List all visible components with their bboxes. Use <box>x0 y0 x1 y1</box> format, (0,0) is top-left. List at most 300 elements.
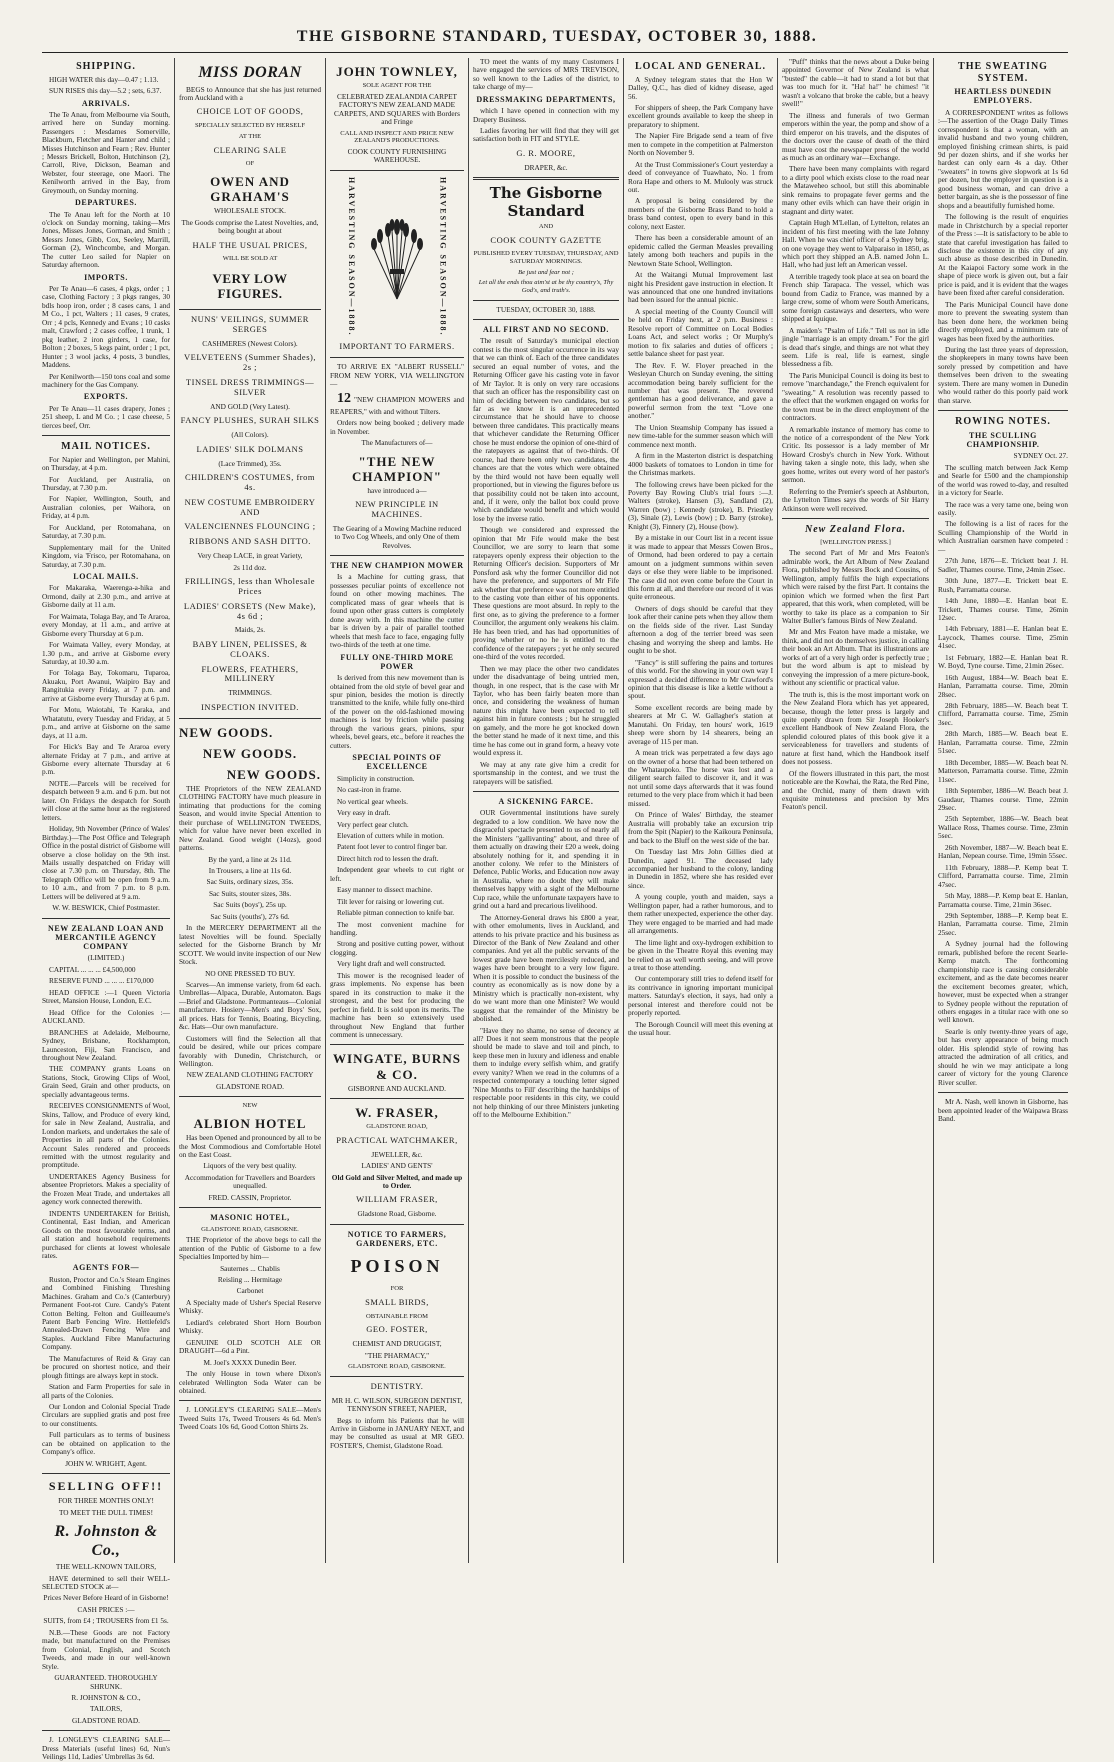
point: Independent gear wheels to cut right or left. <box>330 865 464 883</box>
ladies-corsets: LADIES' CORSETS (New Make), 4s 6d ; <box>183 600 317 621</box>
sole-agent: SOLE AGENT FOR THE <box>362 82 432 90</box>
by-yard: By the yard, a line at 2s 11d. <box>208 854 292 864</box>
race-entry: 18th December, 1885—W. Beach beat N. Matterson, Parramatta course. Time, 22min 11sec. <box>938 757 1068 784</box>
column-shipping <box>42 58 170 1762</box>
capital: CAPITAL ... ... ... £4,500,000 <box>49 964 136 974</box>
masthead: THE GISBORNE STANDARD, TUESDAY, OCTOBER 30, 1888. <box>296 28 818 45</box>
race-entry: 1st February, 1882—E. Hanlan beat R. W. Boyd, Tyne course. Time, 21min 26sec. <box>938 652 1068 671</box>
lace-price: 2s 11d doz. <box>233 562 267 572</box>
important-to-farmers: IMPORTANT TO FARMERS. <box>339 341 455 352</box>
sac-suits: Sac Suits, stouter sizes, 38s. <box>208 888 292 898</box>
valenciennes: VALENCIENNES FLOUNCING ; <box>184 521 316 532</box>
indents: INDENTS UNDERTAKEN for British, Continental, East Indian, and American Goods on the most favourable terms, and all station and household requirements purchased for clients at lowest wholesale rates. <box>42 1208 170 1260</box>
ladies-gents: LADIES' AND GENTS' <box>361 1161 433 1171</box>
news-item: A remarkable instance of memory has come to the notice of a correspondent of the New York Critic. Its possessor is a lady member of Mr Howard Crosby's church in New York. Without having taken a single note, this lady, when she goes home, writes out every word of her pastor's sermon. <box>782 424 929 485</box>
baby-linen: BABY LINEN, PELISSES, & CLOAKS. <box>192 638 308 659</box>
sweating-heading: THE SWEATING SYSTEM. <box>958 61 1048 84</box>
wilson-dentist: MR H. C. WILSON, SURGEON DENTIST, TENNYSON STREET, NAPIER, <box>331 1395 463 1414</box>
lediard: Lediard's celebrated Short Horn Bourbon Whisky. <box>179 1317 321 1336</box>
nash-notice: Mr A. Nash, well known in Gisborne, has been appointed leader of the Waipawa Brass Band. <box>938 1097 1068 1123</box>
column-miss-doran <box>179 58 321 1563</box>
masonic-address: GLADSTONE ROAD, GISBORNE. <box>201 1225 299 1233</box>
news-item: A maiden's "Psalm of Life." Tell us not in idle jingle "marriage is an empty dream." For the girl is dead that's single, and things are not what they seem. Life is real, life is earnest, single blessedness a fib. <box>782 325 929 369</box>
wellington-press: [WELLINGTON PRESS.] <box>820 538 891 546</box>
news-item: At the Trust Commissioner's Court yesterday a deed of conveyance of Tuawhato, No. 1 from Rora Hape and others to M. Mulooly was struck out. <box>628 159 773 195</box>
point: Simplicity in construction. <box>337 773 415 783</box>
reserve-fund: RESERVE FUND ... ... ... £170,000 <box>49 976 154 986</box>
orders-now: Orders now being booked ; delivery made in November. <box>330 418 464 436</box>
news-item: A firm in the Masterton district is despatching 4000 baskets of tomatoes to London in time for the Christmas markets. <box>628 451 773 478</box>
race-entry: 25th September, 1886—W. Beach beat Wallace Ross, Thames course. Time, 23min 5sec. <box>938 814 1068 841</box>
column-rule <box>174 58 175 1563</box>
johnston-name: R. Johnston & Co., <box>54 1523 158 1559</box>
clothing-gladstone: GLADSTONE ROAD. <box>216 1081 284 1091</box>
will-be-sold: WILL BE SOLD AT <box>222 255 278 263</box>
nb-notice: N.B.—These Goods are not Factory made, but manufactured on the Premises from Colonial, English, and Scotch Tweeds, and made in our well-known Style. <box>42 1627 170 1671</box>
local-mail: For Waimata, Tolaga Bay, and Te Araroa, every Monday, at 11 a.m., and arrive at Gisborne every Thursday at 6 p.m. <box>42 611 170 638</box>
new-goods-2: NEW GOODS. <box>202 745 298 761</box>
point: Tilt lever for raising or lowering cut. <box>337 896 444 906</box>
frillings: FRILLINGS, less than Wholesale Prices <box>184 576 316 596</box>
sweating-paragraph: The Paris Municipal Council have done more to prevent the sweating system than has been done here, the workmen being directly employed, and a minimum rate of wages has been fixed by the authorities. <box>938 299 1068 343</box>
tailors: THE WELL-KNOWN TAILORS, <box>55 1562 157 1572</box>
sun-times: SUN RISES this day—5.2 ; sets, 6.37. <box>49 86 162 96</box>
moore-signature: G. R. MOORE, <box>516 147 576 158</box>
nz-flora-heading: New Zealand Flora. <box>804 524 907 536</box>
william-fraser: WILLIAM FRASER, <box>356 1194 438 1205</box>
mail-notice: For Napier, Wellington, South, and Australian colonies, per Waihora, on Friday, at 4 p.m. <box>42 494 170 521</box>
shipping-heading: SHIPPING. <box>76 61 136 72</box>
sydney-dateline: SYDNEY Oct. 27. <box>1013 451 1068 461</box>
agents-heading: AGENTS FOR— <box>72 1263 140 1273</box>
for: FOR <box>390 1285 404 1293</box>
mail-notice: For Napier and Wellington, per Mahini, on Thursday, at 4 p.m. <box>42 454 170 473</box>
very-low-figures: VERY LOW FIGURES. <box>212 271 288 302</box>
news-item: Referring to the Premier's speech at Ashburton, the Lyttelton Times says the words of Sir Harry Atkinson were well received. <box>782 486 929 513</box>
article-paragraph: We may at any rate give him a credit for sportsmanship in the contest, and we trust the ratepayers will be satisfied. <box>473 759 619 786</box>
news-item: Captain Hugh M'Lellan, of Lyttelton, relates an incident of his first meeting with the late Johnny Hall. When he was chief officer of a Sydney brig, on one voyage they went to Valparaiso in 1850, as which port they shipped an A.B. named John L. Hall, who had just left an American vessel. <box>782 218 929 270</box>
news-item: Owners of dogs should be careful that they look after their canine pets when they allow them on the fields side of the river. Last Sunday afternoon a dog of the terrier breed was seen chasing and worrying the sheep and lambs. He ought to be shot. <box>628 603 773 656</box>
sac-suits: Sac Suits (boys'), 25s up. <box>213 900 287 910</box>
imports-heading: IMPORTS. <box>84 272 128 282</box>
arrive-ex: TO ARRIVE EX "ALBERT RUSSELL" FROM NEW YORK, VIA WELLINGTON— <box>330 362 464 389</box>
tinsel-trimmings: TINSEL DRESS TRIMMINGS—SILVER <box>185 377 315 398</box>
high-water: HIGH WATER this day—0.47 ; 1.13. <box>49 74 159 84</box>
news-item: The illness and funerals of two German emperors within the year, the pomp and show of a third emperor on his travels, and the disputes of the doctors over the cause of death of the third must have cost the newspaper press of the world as much as an ordinary war—Exchange. <box>782 110 929 162</box>
race-entry: 16th August, 1884—W. Beach beat E. Hanlan, Parramatta course. Time, 20min 28sec. <box>938 672 1068 699</box>
twelve-mowers <box>330 391 464 416</box>
new-costume-embroidery: NEW COSTUME EMBROIDERY AND <box>184 496 316 517</box>
race-entry: 28th February, 1885—W. Beach beat T. Clifford, Parramatta course. Time, 25min 3sec. <box>938 701 1068 727</box>
mail-notice: For Auckland, per Australia, on Thursday, at 7.30 p.m. <box>42 474 170 493</box>
clearing-sale: CLEARING SALE <box>213 144 287 155</box>
inspection-invited: INSPECTION INVITED. <box>201 701 299 712</box>
point: Elevation of cutters while in motion. <box>337 830 444 840</box>
notice-farmers: NOTICE TO FARMERS, GARDENERS, ETC. <box>347 1229 447 1249</box>
wine-list: Reisling ... Hermitage <box>217 1275 283 1284</box>
column-rule <box>468 58 469 1563</box>
point: Direct hitch rod to lessen the draft. <box>337 853 439 863</box>
liquors: Liquors of the very best quality. <box>203 1161 297 1171</box>
point: Very easy in draft. <box>337 808 391 818</box>
half-usual-prices: HALF THE USUAL PRICES, <box>192 239 308 250</box>
news-item: Some excellent records are being made by shearers at Mr C. W. Gallagher's station at Manutahi. On Friday, ten hours' work, 1619 sheep were shorn by 14 shearers, being an average of 115 per man. <box>628 702 773 746</box>
albion-new: NEW <box>242 1102 258 1110</box>
trousers-line: In Trousers, a line at 11s 6d. <box>208 865 292 875</box>
small-birds: SMALL BIRDS, <box>365 1296 429 1307</box>
race-entry: 18th September, 1886—W. Beach beat J. Gaudaur, Thames course. Time, 22min 29sec. <box>938 786 1068 813</box>
wine-list: Sauternes ... Chablis <box>220 1263 280 1273</box>
chemist: CHEMIST AND DRUGGIST, <box>352 1339 442 1349</box>
manufactures: The Manufactures of Reid & Gray can be procured on shortest notice, and their plough fittings are always kept in stock. <box>42 1353 170 1380</box>
point: Patent foot lever to control finger bar. <box>337 842 448 852</box>
mercery: In the MERCERY DEPARTMENT all the latest Novelties will be found. Specially selected for the Gisborne Branch by Mr SCOTT. We would invite inspection of our New Stock. <box>179 923 321 967</box>
trimmings: TRIMMINGS. <box>228 688 272 698</box>
news-item: "Puff" thinks that the news about a Duke being appointed Governor of New Zealand is what "busted" the cable—it had to stand a lot but that was too much for it. "Ha! ha!" he chimes! "it wasn't a volcano that broke the cable, but a heavy swell!" <box>782 57 929 109</box>
to-meet: TO MEET THE DULL TIMES! <box>58 1507 154 1517</box>
harvest-illustration <box>330 177 464 337</box>
sculling-paragraph: Searle is only twenty-three years of age, but has every appearance of being much older. His splendid style of rowing has attracted the admiration of all critics, and should he win we may anticipate a long career of victory for the young Clarence River sculler. <box>938 1026 1068 1087</box>
news-item: The Napier Fire Brigade send a team of five men to compete in the competition at Palmerston North on November 9. <box>628 131 773 158</box>
genuine-ale: GENUINE OLD SCOTCH ALE OR DRAUGHT—6d a Pint. <box>179 1337 321 1356</box>
the-new-champion: "THE NEW CHAMPION" <box>352 453 442 484</box>
obtainable: OBTAINABLE FROM <box>366 1312 428 1320</box>
pharmacy: "THE PHARMACY," <box>364 1350 430 1360</box>
news-item: There has been a considerable amount of an epidemic called the German Measles prevailing lately among both teachers and pupils in the Newtown State School, Wellington. <box>628 233 773 268</box>
race-entry: 5th May, 1888—P. Kemp beat E. Hanlan, Parramatta course. Time, 21min 36sec. <box>938 891 1068 909</box>
imports-text: Per Te Anau—6 cases, 4 pkgs, order ; 1 case, Clothing Factory ; 3 pkgs ranges, 30 bdls hoop iron, order ; 8 cases cans, 1 and M Co., 1 pct, Walters ; 11 cases, 9 crates, Orr ; 4 pcls, Kennedy and Evans ; 10 casks malt, Crawford ; 2 cases coffee, 1 trunk, 1 pkg leather, 2 iron girders, 1 case, for Bolton ; 2 boxes, 5 kegs paint, order ; 1 pct, Hunter ; 3 wool jacks, 4 posts, 3 bundles, Maddens. <box>42 284 170 370</box>
local-mail: For Makaraka, Waerenga-a-hika and Ormond, daily at 2.30 p.m., and arrive at Gisborne daily at 11 a.m. <box>42 583 170 610</box>
motto-2: Let all the ends thou aim'st at be thy country's, Thy God's, and truth's. <box>478 279 614 295</box>
ladies-favoring: Ladies favoring her will find that they will get satisfaction both in FIT and STYLE. <box>473 125 619 144</box>
harvesting-season-left: HARVESTING SEASON—1888. <box>347 176 356 337</box>
points-list <box>330 775 464 969</box>
company-grants: THE COMPANY grants Loans on Stations, Stock, Growing Clips of Wool, Grain Seed, Grain and other products, on specially advantageous terms. <box>42 1064 170 1099</box>
article-heading: ALL FIRST AND NO SECOND. <box>482 325 610 335</box>
news-item: The Union Steamship Company has issued a new time-table for the summer season which will commence next month. <box>628 422 773 449</box>
sculling-paragraph: The race was a very tame one, being won easily. <box>938 499 1068 517</box>
column-rule <box>623 58 624 1563</box>
exports-text: Per Te Anau—11 cases drapery, Jones ; 251 sheep, L and M Co. ; 1 case cheese, 5 tierces beef, Orr. <box>42 403 170 430</box>
sac-suits: Sac Suits (youths'), 27s 6d. <box>210 911 290 921</box>
mower-recognised: This mower is the recognised leader of grass implements. No expense has been spared in its construction to make it the strongest, and the best for producing the perfect in field. It is sold upon its merits. The machine has been so extensively used throughout New England that further comment is unnecessary. <box>330 970 464 1040</box>
cook-county-warehouse: COOK COUNTY FURNISHING WAREHOUSE. <box>347 146 447 165</box>
maids: Maids, 2s. <box>234 625 266 635</box>
fully-one-third: FULLY ONE-THIRD MORE POWER <box>340 652 454 671</box>
sweating-paragraph: A CORRESPONDENT writes as follows :—The assertion of the Otago Daily Times correspondent is that a woman, with an invalid husband and two young children, employed finishing crimean shirts, is paid 9d per dozen shirts, and if she works her hardest can only earn 4s a day. Other "sweaters" in towns give slopwork at 1s 6d per dozen, but the employer in question is a good business woman, and can drive a better bargain, as she is the possessor of fine shops and a beautifully furnished home. <box>938 107 1068 210</box>
harvesting-season-right: HARVESTING SEASON—1888. <box>438 176 448 337</box>
receives-consignments: RECEIVES CONSIGNMENTS of Wool, Skins, Tallow, and Produce of every kind, for sale in New Zealand, Australia, and London markets, and undertakes the sale of Properties in all parts of the Colonies. Account Sales rendered and proceeds remitted with the utmost regularity and promptitude. <box>42 1101 170 1170</box>
geo-foster: GEO. FOSTER, <box>366 1324 428 1335</box>
race-entry: 29th September, 1888—P. Kemp beat E. Hanlan, Parramatta course. Time, 21min 25sec. <box>938 911 1068 937</box>
old-gold: Old Gold and Silver Melted, and made up to Order. <box>331 1172 463 1191</box>
only-house: The only House in town where Dixon's celebrated Wellington Soda Water can be obtained. <box>179 1369 321 1395</box>
race-entry: 30th June, 1877—E. Trickett beat E. Rush, Parramatta course. <box>938 576 1068 594</box>
arrivals-text: The Te Anau, from Melbourne via South, arrived here on Sunday morning. Passengers : Mesdames Somerville, Blackburn, Fletcher and Hanter and child ; Misses Hutchinson and Fearn ; Rev. Hunter ; Messrs Brickell, Bolton, Hutchinson (2), Carroll, Rive, Dickson, Beaman and Webster, four steerage, one Maori. The Kenilworth arrived in the Bay, from Greymouth, on Sunday morning. <box>42 109 170 195</box>
choice-lot: CHOICE LOT OF GOODS, <box>196 106 304 117</box>
news-item: The Borough Council will meet this evening at the usual hour. <box>628 1019 773 1038</box>
cashmeres: CASHMERES (Newest Colors). <box>202 338 298 348</box>
nz-clothing-factory: NEW ZEALAND CLOTHING FACTORY <box>186 1070 314 1080</box>
dressmaking: DRESSMAKING DEPARTMENTS, <box>476 94 616 104</box>
poison-heading: POISON <box>350 1256 444 1277</box>
point: Very light draft and well constructed. <box>337 959 446 969</box>
fraser-address: GLADSTONE ROAD, <box>366 1123 428 1131</box>
specialty: A Specialty made of Usher's Special Reserve Whisky. <box>179 1297 321 1316</box>
race-entry: 26th November, 1887—W. Beach beat E. Hanlan, Nepean course. Time, 19min 55sec. <box>938 842 1068 861</box>
full-particulars: Full particulars as to terms of business can be obtained on application to the Company's office. <box>42 1430 170 1457</box>
agents-text: Ruston, Proctor and Co.'s Steam Engines and Combined Finishing Threshing Machines. Graham and Co.'s (Canterbury) Permanent Foot-rot Cure. Candy's Patent Cotton Belting. Felton and Guilleaume's Patent Barb Fencing Wire. Hettlefeld's Annealed-Drawn Fencing Wire and Staples. Auckland Fibre Manufacturing Company. <box>42 1274 170 1352</box>
have-introduced: have introduced a— <box>367 485 427 495</box>
owen-graham: OWEN AND GRAHAM'S <box>210 174 290 205</box>
suits-prices: SUITS, from £4 ; TROUSERS from £1 5s. <box>43 1616 169 1626</box>
flora-paragraph: Of the flowers illustrated in this part, the most noticeable are the Kowhai, the Rata, the Red Pine, and the Orchid, many of them drawn with exquisite minuteness and precision by Mrs Featon's pencil. <box>782 768 929 812</box>
column-rule <box>777 58 778 1563</box>
manufacturers: The Manufacturers of— <box>361 438 433 448</box>
flora-paragraph: The truth is, this is the most important work on the New Zealand Flora which has yet appeared, because, though the letter press is largely and quite openly drawn from Sir Joseph Hooker's excellent Handbook of New Zealand Flora, the splendid coloured plates of this book give it a serviceableness for travellers and students of nature at first hand, which the Handbook itself does not possess. <box>782 689 929 767</box>
motto-1: Be just and fear not ; <box>518 268 574 276</box>
race-entry: 14th June, 1880—E. Hanlan beat E. Trickett, Thames course. Time, 26min 12sec. <box>938 596 1068 622</box>
news-item: At the Waitangi Mutual Improvement last night his President gave instruction in election. It was announced that one one hundred invitations had been issued for the annual picnic. <box>628 270 773 305</box>
article-paragraph: Then we may place the other two candidates under the disadvantage of being untried men, though, in one respect, that is the case with Mr Taylor, who has been fairly beaten more than once, and considering the weakness of human nature this might have been expected to tell against him in future contests ; but he struggled on gamely, and the more he got knocked down the better stand he made of it next time, and this time he has come out in grand form, a heavy vote would express it. <box>473 663 619 758</box>
albion-text: Has been Opened and pronounced by all to be the Most Commodious and Comfortable Hotel on the East Coast. <box>179 1133 321 1160</box>
masonic-text: THE Proprietor of the above begs to call the attention of the Public of Gisborne to a few Specialties Imported by him— <box>179 1235 321 1262</box>
imports-text-2: Per Kenilworth—150 tons coal and some machinery for the Gas Company. <box>42 371 170 389</box>
news-item: A mean trick was perpetrated a few days ago on the owner of a horse that had been tethered on the Whataupoko. The horse was lost and a diligent search failed to discover it, and it was not until some days afterwards that it was found returned to the very place from which it had been missed. <box>628 748 773 808</box>
point: No vertical gear wheels. <box>337 796 408 806</box>
news-item: A terrible tragedy took place at sea on board the French ship Tarapaca. The vessel, which was bound from Cadiz to France, was manned by a large crew, some of whom were South Americans, some foreign castaways and deserters, who were shipped at Iquique. <box>782 271 930 324</box>
cook-county-gazette: COOK COUNTY GAZETTE <box>490 234 602 245</box>
sickening-paragraph: "Have they no shame, no sense of decency at all? Does it not seem monstrous that the people should be made to slave and toil and pinch, to keep these men in luxury and idleness and enable them to indulge every selfish whim, and gratify every vanity? When we read in the columns of a respected contemporary a touching letter signed 'Nine Months to Fill' describing the hardships of respectable poor residents in this city, we could not help thinking of our three Ministers junketing off to the Melbourne Exhibition." <box>473 1025 619 1120</box>
postmaster-signature: W. W. BESWICK, Chief Postmaster. <box>52 903 160 913</box>
point: Very perfect gear clutch. <box>337 819 409 829</box>
new-champion-mowers: "NEW CHAMPION MOWERS and REAPERS," with and without Tilters. <box>330 395 464 416</box>
accommodation: Accommodation for Travellers and Boarders unequalled. <box>184 1172 316 1191</box>
have-determined: HAVE determined to sell their WELL-SELECTED STOCK at— <box>42 1573 170 1592</box>
point: No cast-iron in frame. <box>337 785 402 795</box>
guaranteed: GUARANTEED. THOROUGHLY SHRUNK. <box>54 1673 158 1691</box>
sickening-heading: A SICKENING FARCE. <box>498 796 594 806</box>
twelve: 12 <box>337 391 351 407</box>
news-item: The lime light and oxy-hydrogen exhibition to be given in the Theatre Royal this evening may be relied on as well worth seeing, and will prove a treat to those attending. <box>628 937 773 972</box>
ribbons: RIBBONS AND SASH DITTO. <box>189 536 311 547</box>
sculling-subheading: THE SCULLING CHAMPIONSHIP. <box>966 430 1040 449</box>
undertakes: UNDERTAKES Agency Business for absentee Proprietors. Makes a speciality of the Frozen Meat Trade, and undertakes all agency work connected therewith. <box>42 1171 170 1207</box>
departures-heading: DEPARTURES. <box>75 198 137 208</box>
race-entry: 27th June, 1876—E. Trickett beat J. H. Sadler, Thames course. Time, 24min 25sec. <box>938 556 1068 574</box>
heartless-subheading: HEARTLESS DUNEDIN EMPLOYERS. <box>954 87 1052 106</box>
johnston-signature: R. JOHNSTON & CO., <box>71 1693 141 1702</box>
wholesale-stock: WHOLESALE STOCK. <box>213 206 287 216</box>
rowing-heading: ROWING NOTES. <box>955 416 1051 428</box>
flora-paragraph: The second Part of Mr and Mrs Featon's admirable work, the Art Album of New Zealand Flora, published by Messrs Bock and Cousins, of Wellington, amply fulfils the high expectations which were raised by the first Part. It contains the opinion which we formed when the first Part appeared, that this work, when completed, will be worthy to take its place as a companion to Sir Walter Buller's famous Birds of New Zealand. <box>782 548 929 625</box>
mail-notices-heading: MAIL NOTICES. <box>61 441 151 453</box>
all-colors: (All Colors). <box>231 430 269 440</box>
branches: BRANCHES at Adelaide, Melbourne, Sydney, Brisbane, Rockhampton, Launceston, Fiji, San Francisco, and throughout New Zealand. <box>42 1027 170 1062</box>
limited: (LIMITED.) <box>87 953 125 963</box>
begs-to-announce: BEGS to Announce that she has just returned from Auckland with a <box>179 84 321 102</box>
longley-ad: J. LONGLEY'S CLEARING SALE—Dress Materials (useful lines) 6d, Nun's Veilings 11d, Ladies' Umbrellas 3s 6d. <box>42 1735 170 1762</box>
flora-paragraph: Mr and Mrs Featon have made a mistake, we think, and did not do themselves justice, in calling their book an Art Album. That its illustrations are works of art of a very high order is perfectly true ; but the word album is apt to mislead by conveying the impression of a mere picture-book, without any scientific or practical value. <box>782 627 929 688</box>
race-entry: 14th February, 1881—E. Hanlan beat E. Laycock, Thames course. Time, 25min 41sec. <box>938 624 1068 651</box>
childrens-costumes: CHILDREN'S COSTUMES, from 4s. <box>185 471 315 492</box>
local-mail: For Hick's Bay and Te Araroa every alternate Friday at 7 p.m., and arrive at Gisborne every alternate Thursday at 6 p.m. <box>42 742 170 777</box>
london-office: Our London and Colonial Special Trade Circulars are supplied gratis and post free to our constituents. <box>42 1402 170 1428</box>
wingate-burns: WINGATE, BURNS & CO. <box>333 1051 461 1082</box>
mail-notice: Supplementary mail for the United Kingdom, via 'Frisco, per Rotomahana, on Saturday, at 7.30 p.m. <box>42 542 170 569</box>
top-rule <box>42 52 1068 53</box>
paper-title: The Gisborne Standard <box>489 184 603 220</box>
wine-list: Carbonet <box>236 1286 264 1296</box>
champion-mower-text: Is a Machine for cutting grass, that possesses peculiar points of excellence not found on other mowing machines. The complicated mass of gear wheels that is found upon other grass cutters is completely done away with. In this machine the cutter bar is driven by a pair of parallel toothed wheels that mesh face to face, engaging fully two-thirds of the teeth at one time. <box>330 572 464 650</box>
exports-heading: EXPORTS. <box>83 392 129 402</box>
holiday-notice: Holiday, 9th November (Prince of Wales' Birthday.)—The Post Office and Telegraph Office in the postal district of Gisborne will observe a close holiday on the 9th inst. Mails usually despatched on Friday will close at 7.30 p.m. on Thursday, 8th. The Telegraph Office will be open from 9 a.m. to 10 a.m., and from 7 p.m. to 8 p.m. Letters will be delivered at 9 a.m. <box>42 824 170 901</box>
news-item: A young couple, youth and maiden, says a Wellington paper, had a rather humorous, and to them rather unexpected, experience the other day. They were engaged to be married and had made all arrangements. <box>628 892 773 936</box>
point: Easy manner to dissect machine. <box>337 885 433 895</box>
head-office-colonies: Head Office for the Colonies :—AUCKLAND. <box>42 1007 170 1026</box>
paper-and: AND <box>538 222 554 230</box>
local-mail: For Waimata Valley, every Monday, at 1.30 p.m., and arrive at Gisborne every Saturday, at 10.30 a.m. <box>42 640 170 666</box>
news-item: A proposal is being considered by the members of the Gisborne Brass Band to hold a brass band contest, open to every band in this colony, next Easter. <box>628 196 773 231</box>
news-item: On Tuesday last Mrs John Gillies died at Dunedin, aged 91. The deceased lady accompanied her husband to the colony, landing in Dunedin in 1852, where she has resided ever since. <box>628 847 773 890</box>
no-one-pressed: NO ONE PRESSED TO BUY. <box>205 968 295 978</box>
fancy-plushes: FANCY PLUSHES, SURAH SILKS <box>180 415 320 426</box>
new-goods-3: NEW GOODS. <box>226 766 321 782</box>
column-rule <box>325 58 326 1563</box>
column-editorial <box>473 58 619 1563</box>
news-item: A special meeting of the County Council will be held on Friday next, at 2 p.m. Business : Resolve report of Committee on Local Bodies Loans Act, and select works ; Or Murphy's motion to fix salaries and duties of officers ; settle balance sheet for past year. <box>628 306 773 359</box>
draper: DRAPER, &c. <box>524 162 568 172</box>
power-text: Is derived from this new movement than is obtained from the old style of bevel gear and spur pinion, besides the motion is directly transmitted to the knife, while fully one-third of the power on the old-fashioned mowing machines is lost by friction while passing through the various gears, pinions, spur wheels, bevel gears, etc., before it reaches the cutters. <box>330 673 464 750</box>
at-the: AT THE <box>238 132 262 140</box>
news-item: The following crews have been picked for the Poverty Bay Rowing Club's trial fours :—J. Walters (stroke), Hansen (3), Sandland (2), Warren (bow) ; Kennedy (stroke), B. Priestley (3), Sinale (2), Lewis (bow) ; D. Barry (stroke), Knight (3), Finnery (2), House (bow). <box>628 479 773 531</box>
article-paragraph: Though we considered and expressed the opinion that Mr Fife would make the best Councillor, we are sorry to learn that some ratepayers openly express their objection to the Returning Officer's decision. Supporters of Mr Ponsford ask why the former Councillor did not have the preference, and supporters of Mr Fife ask whether that preference was not more entitled to the casting vote than either of his opponents. These questions are moot absurd. In reply to the first one, as to giving the preference to a former Councillor, the argument only weakens his claim. He has been tried, and has had opportunities of proving whether or no he is entitled to the confidence of the ratepayers ; yet he only secured one-third of the votes recorded. <box>473 525 619 662</box>
news-item: "Fancy" is still suffering the pains and tortures of this world. For the showing in your own way I expressed a decided difference to Mr Crawford's opinion that this disease is like a kettle without a spout. <box>628 657 773 701</box>
pharmacy-address: GLADSTONE ROAD, GISBORNE. <box>348 1363 446 1371</box>
john-townley: JOHN TOWNLEY, <box>336 64 458 79</box>
news-item: On Prince of Wales' Birthday, the steamer Australia will probably take an excursion trip from the Spit (Napier) to the Kaikoura Peninsula, and back to the Bluff on the west side of the bar. <box>628 810 773 845</box>
sac-suits: Sac Suits, ordinary sizes, 35s. <box>206 877 294 887</box>
scarves: Scarves—An immense variety, from 6d each. Umbrellas—Alpaca, Durable, Automaton. Bags—Brief and Gladstone. Portmanteaus—Colonial manufacture. Hosiery—Men's and Boys' Sox, all prices. Hats for Tennis, Boating, Bicycling, &c. Hats—Our own manufacture. <box>179 979 321 1032</box>
longley-ad-2: J. LONGLEY'S CLEARING SALE—Men's Tweed Suits 17s, Tweed Trousers 4s 6d. Men's Tweed Coats 10s 6d, Good Cotton Shirts 2s. <box>179 1405 321 1432</box>
local-mail: For Motu, Waiotahi, Te Karaka, and Whatatutu, every Tuesday and Friday, at 5 p.m., and arrive at Gisborne on the same days, at 11 a.m. <box>42 705 170 740</box>
local-general-heading: LOCAL AND GENERAL. <box>634 61 767 72</box>
jeweller: JEWELLER, &c. <box>371 1149 423 1159</box>
gearing: The Gearing of a Mowing Machine reduced to Two Cog Wheels, and only One of them Revolves. <box>332 523 462 550</box>
dateline: TUESDAY, OCTOBER 30, 1888. <box>496 304 596 314</box>
news-item: A Sydney telegram states that the Hon W Dalley, Q.C., has died of kidney disease, aged 56. <box>628 74 773 101</box>
tailors-signature: TAILORS, <box>89 1704 123 1714</box>
william-address: Gladstone Road, Gisborne. <box>357 1209 437 1219</box>
albion-hotel: ALBION HOTEL <box>193 1116 307 1132</box>
nz-loan-title: NEW ZEALAND LOAN AND MERCANTILE AGENCY COMPANY <box>47 923 165 952</box>
champion-mower-heading: THE NEW CHAMPION MOWER <box>330 561 464 571</box>
point: Strong and positive cutting power, without clogging. <box>330 939 464 957</box>
gladstone-road: GLADSTONE ROAD. <box>72 1715 140 1725</box>
wheat-sheaf-icon <box>366 213 428 299</box>
nuns-veilings: NUNS' VEILINGS, SUMMER SERGES <box>191 314 309 335</box>
column-townley <box>330 58 464 1563</box>
practical-watchmaker: PRACTICAL WATCHMAKER, <box>336 1134 458 1145</box>
local-mails-heading: LOCAL MAILS. <box>73 572 139 582</box>
column-news-flora <box>782 58 929 1563</box>
sculling-paragraph: The sculling match between Jack Kemp and Searle for £500 and the championship of the world was rowed to-day, and resulted in a victory for Searle. <box>938 462 1068 498</box>
point: The most convenient machine for handling. <box>330 919 464 938</box>
lace-trimmed: (Lace Trimmed), 35s. <box>218 458 282 468</box>
selling-off-heading: SELLING OFF!! <box>48 1479 164 1494</box>
news-item: The Rev. F. W. Floyer preached in the Wesleyan Church on Sunday evening, the sitting accommodation being barely sufficient for the number that was present. The reverend gentleman has a good deliverance, and gave a powerful sermon from the text "Love one another." <box>628 360 773 421</box>
sculling-paragraph: A Sydney journal had the following remark, published before the recent Searle-Kemp match. The forthcoming championship race is causing considerable excitement, and as the date becomes nearer the excitement becomes greater, which, however, must be expected when a stranger to Sydney people without the reputation of others engages in a titular race with one so well known. <box>938 939 1068 1025</box>
agent-signature: JOHN W. WRIGHT, Agent. <box>65 1458 147 1468</box>
new-goods-1: NEW GOODS. <box>179 724 274 740</box>
ladies-silk-dolmans: LADIES' SILK DOLMANS <box>196 443 304 454</box>
news-item: The Paris Municipal Council is doing its best to remove "marchandage," the French equivalent for "sweating." A resolution was recently passed to the effect that the workmen engaged on works for the town must be in the direct employment of the contractors. <box>782 370 929 423</box>
prices-never: Prices Never Before Heard of in Gisborne! <box>43 1593 169 1603</box>
sculling-paragraph: The following is a list of races for the Sculling Championship of the World in which Australian oarsmen have competed :— <box>938 519 1068 554</box>
cassin-signature: FRED. CASSIN, Proprietor. <box>208 1192 292 1202</box>
mail-notice: For Auckland, per Rotomahana, on Saturday, at 7.30 p.m. <box>42 522 170 541</box>
w-fraser: W. FRASER, <box>355 1105 439 1121</box>
sickening-paragraph: OUR Governmental institutions have surely degraded to a low condition. We have now the disgraceful spectacle presented to us of nearly all the Ministers "gallivanting" about, and three of them actually on drawing their £20 a week, doing absolutely nothing for it, and spending it in another colony. We refer to the Ministers of Defence, Public Works, and Education now away in Australia, where no doubt they will make themselves happy with a sight of the Melbourne Cup race, while the unfortunate taxpayers have to grind out a hard and precarious livelihood. <box>473 808 619 911</box>
point: Reliable pitman connection to knife bar. <box>337 908 455 918</box>
velveteens: VELVETEENS (Summer Shades), 2s ; <box>184 352 316 373</box>
proprietors-text: THE Proprietors of the NEW ZEALAND CLOTHING FACTORY have much pleasure in intimating that productions for the coming Season, and would invite Special Attention to their purchase of WELLINGTON TWEEDS, which for value have never been excelled in New Zealand. Good weight (14ozs), good patterns. <box>179 783 321 853</box>
races-list <box>938 557 1068 937</box>
news-item: For shippers of sheep, the Park Company have excellent grounds available to keep the sheep in preparatory to shipment. <box>628 102 773 129</box>
mjoel-beer: M. Joel's XXXX Dunedin Beer. <box>203 1357 297 1367</box>
race-entry: 28th March, 1885—W. Beach beat E. Hanlan, Parramatta course. Time, 22min 51sec. <box>938 729 1068 756</box>
new-principle: NEW PRINCIPLE IN MACHINES. <box>355 499 439 519</box>
station-farm: Station and Farm Properties for sale in all parts of the Colonies. <box>42 1382 170 1400</box>
wingate-address: GISBORNE AND AUCKLAND. <box>348 1083 446 1093</box>
and-gold: AND GOLD (Very Latest). <box>210 401 290 411</box>
celebrated-carpets: CELEBRATED ZEALANDIA CARPET FACTORY'S NEW ZEALAND MADE CARPETS, AND SQUARES with Borders and Fringe <box>334 91 460 127</box>
column-rule <box>933 58 934 1563</box>
moore-text: TO meet the wants of my many Customers I have engaged the services of MRS TREVISON, so well known to the Ladies of the district, to take charge of my— <box>473 57 619 92</box>
column-local-general <box>628 58 773 1563</box>
column-sweating-rowing <box>938 58 1068 1563</box>
miss-doran-title: MISS DORAN <box>198 64 302 81</box>
moore-text-2: which I have opened in connection with my Drapery Business. <box>473 106 619 124</box>
local-mail: For Tolaga Bay, Tokomaru, Tuparoa, Akuaku, Port Awanui, Waipiro Bay and Rangitukia every Friday, at 7 p.m. and arrive at Gisborne every Thursday at 6 p.m. <box>42 668 170 703</box>
sickening-paragraph: The Attorney-General draws his £800 a year, with other emoluments, lives in Auckland, and attends to his private practice and his business as Director of the Bank of New Zealand and other companies. And yet all the public servants of the lowest grade have been mercilessly reduced, and wages have been brought to a very low figure. When it is possible to conduct the business of the country as economically as is now done by a Ministry which is practically non-existent, why do we want more than one Minister? We would suggest that the remainder of the Ministry be abolished. <box>473 912 619 1024</box>
race-entry: 11th February, 1888—P. Kemp beat T. Clifford, Parramatta course. Time, 21min 47sec. <box>938 862 1068 889</box>
specially-selected: SPECIALLY SELECTED BY HERSELF <box>194 122 306 130</box>
sweating-paragraph: During the last three years of depression, the shopkeepers in many towns have been sorely pressed by competition and have themselves been driven to the sweating system. There are many women in Dunedin who would rather do this poorly paid work than starve. <box>938 344 1068 405</box>
departures-text: The Te Anau left for the North at 10 o'clock on Sunday morning, taking—Mrs Jones, Misses Jones, Gorman, and Smith ; Messrs Jones, Gibb, Cox, Seeley, Marrill, Gorman (2), Winchcombe, and Morgan. The cutter Leo sailed for Napier on Saturday afternoon. <box>42 209 170 270</box>
masonic-hotel: MASONIC HOTEL, <box>210 1213 290 1223</box>
three-months: FOR THREE MONTHS ONLY! <box>58 1496 154 1506</box>
wilson-text: Begs to inform his Patients that he will Arrive in Gisborne in JANUARY NEXT, and may be consulted as usual at MR GEO. FOSTER'S, Chemist, Gladstone Road. <box>330 1415 464 1450</box>
very-cheap-lace: Very Cheap LACE, in great Variety, <box>197 551 303 561</box>
goods-comprise: The Goods comprise the Latest Novelties, and, being bought at about <box>181 217 319 236</box>
news-item: There have been many complaints with regard to a dirty pool which exists close to the road near the Mataweheo school, but still this abominable sink remains to propagate fever germs and the many other evils which can have their origin in stagnant and dirty water. <box>782 164 929 216</box>
news-item: Our contemporary still tries to defend itself for its contrivance in ignoring important municipal matters. Saturday's election, it says, had only a personal interest and therefore could not be properly reported. <box>628 974 773 1018</box>
news-item: By a mistake in our Court list in a recent issue it was made to appear that Messrs Cowen Bros., of Ormond, had been ordered to pay a certain amount on a judgment summons within seven days or else they were liable to be imprisoned. The case did not even come before the Court in this form at all, and therefore our record of it was quite erroneous. <box>628 533 773 602</box>
head-office: HEAD OFFICE :—1 Queen Victoria Street, Mansion House, London, E.C. <box>42 987 170 1006</box>
sweating-paragraph: The following is the result of enquiries made in Christchurch by a special reporter of the Press :—It is satisfactory to be able to state that careful investigation has failed to disclose the existence in this city of any such abuse as those described in Dunedin. At the Kaiapoi Factory some work in the shape of piece work is given out, but a fair price is paid, and it is evident that the wages have been fixed after careful consideration. <box>938 212 1068 298</box>
published: PUBLISHED EVERY TUESDAY, THURSDAY, AND SATURDAY MORNINGS. <box>473 250 619 266</box>
arrivals-heading: ARRIVALS. <box>81 98 131 108</box>
local-mail-note: NOTE.—Parcels will be received for despatch between 9 a.m. and 6 p.m. but not later. On Fridays the despatch for South will close at the same hour as the registered letters. <box>42 778 170 822</box>
cash-prices: CASH PRICES :— <box>77 1604 135 1614</box>
call-inspect: CALL AND INSPECT AND PRICE NEW ZEALAND'S PRODUCTIONS. <box>340 129 454 145</box>
article-paragraph: The result of Saturday's municipal election contest is the most singular occurrence in its way that we can think of. Each of the three candidates secured an equal number of votes, and the Returning Officer gave his casting vote in favor of Mr Taylor. It is only on very rare occasions that such an officer has the responsibility cast on him of deciding between two candidates, but so far as we know it is an unprecedented circumstance that he should have to choose between three candidates. This practically means that whichever candidate the Returning Officer chose he must endorse the opinion of one-third of the ratepayers as against that of two-thirds. Of course, had there been only two candidates, the chances are that the votes which were obtained by the third would not have been equally well proportioned, but in viewing the figures before us that possibility could not be taken into account, and, if it were, only the ballot box could prove which candidate would benefit and which would lose by the inverse ratio. <box>473 336 619 523</box>
customers: Customers will find the Selection all that could be desired, while our prices compare favorably with Dunedin, Christchurch, or Wellington. <box>179 1033 321 1069</box>
special-points: SPECIAL POINTS OF EXCELLENCE <box>352 753 442 772</box>
of: OF <box>245 160 255 168</box>
dentistry: DENTISTRY. <box>370 1380 424 1391</box>
